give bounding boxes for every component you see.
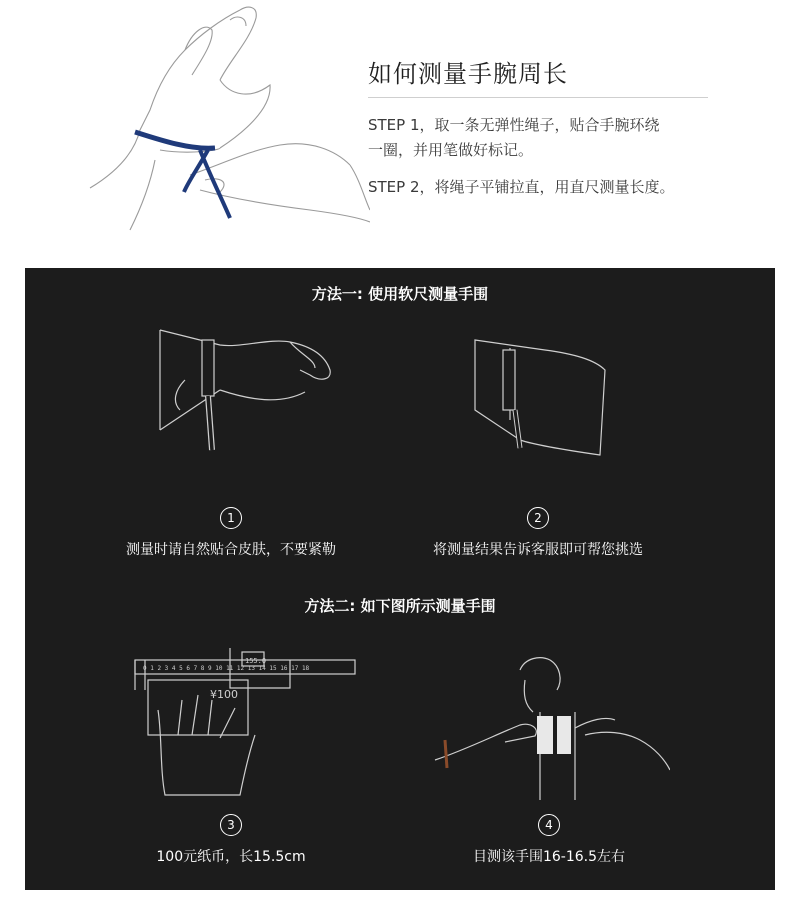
step-1-line-1: STEP 1，取一条无弹性绳子，贴合手腕环绕 <box>368 116 660 134</box>
svg-text:0 1 2 3 4 5 6 7 8 9 10 11 12 1: 0 1 2 3 4 5 6 7 8 9 10 11 12 13 14 15 16 17 18 <box>143 665 310 672</box>
method-2-title: 方法二: 如下图所示测量手围 <box>304 597 496 615</box>
soft-tape-wrist-illustration <box>150 320 350 460</box>
banknote-label: ¥100 <box>210 688 238 701</box>
step-number-2: 2 <box>527 507 549 529</box>
caption-3: 100元纸币，长15.5cm <box>156 849 306 865</box>
method-1-title: 方法一: 使用软尺测量手围 <box>311 285 489 303</box>
caption-2: 将测量结果告诉客服即可帮您挑选 <box>433 542 643 558</box>
page-title: 如何测量手腕周长 <box>368 60 568 88</box>
step-2-text: STEP 2，将绳子平铺拉直，用直尺测量长度。 <box>368 178 675 196</box>
caption-4: 目测该手围16-16.5左右 <box>472 849 626 865</box>
step-number-4: 4 <box>538 814 560 836</box>
caliper-reading: 155.0 <box>245 657 267 665</box>
eye-measure-wrist-illustration <box>425 650 670 805</box>
instruction-header <box>0 0 800 268</box>
caliper-banknote-illustration <box>130 640 360 805</box>
caption-1: 测量时请自然贴合皮肤，不要紧勒 <box>126 542 336 558</box>
step-number-3: 3 <box>220 814 242 836</box>
step-1-text <box>368 113 713 163</box>
soft-tape-close-up-illustration <box>465 330 615 460</box>
step-number-1: 1 <box>220 507 242 529</box>
step-1-line-2: 一圈，并用笔做好标记。 <box>368 141 534 159</box>
title-divider <box>368 97 708 98</box>
wrist-rope-illustration <box>80 0 370 250</box>
